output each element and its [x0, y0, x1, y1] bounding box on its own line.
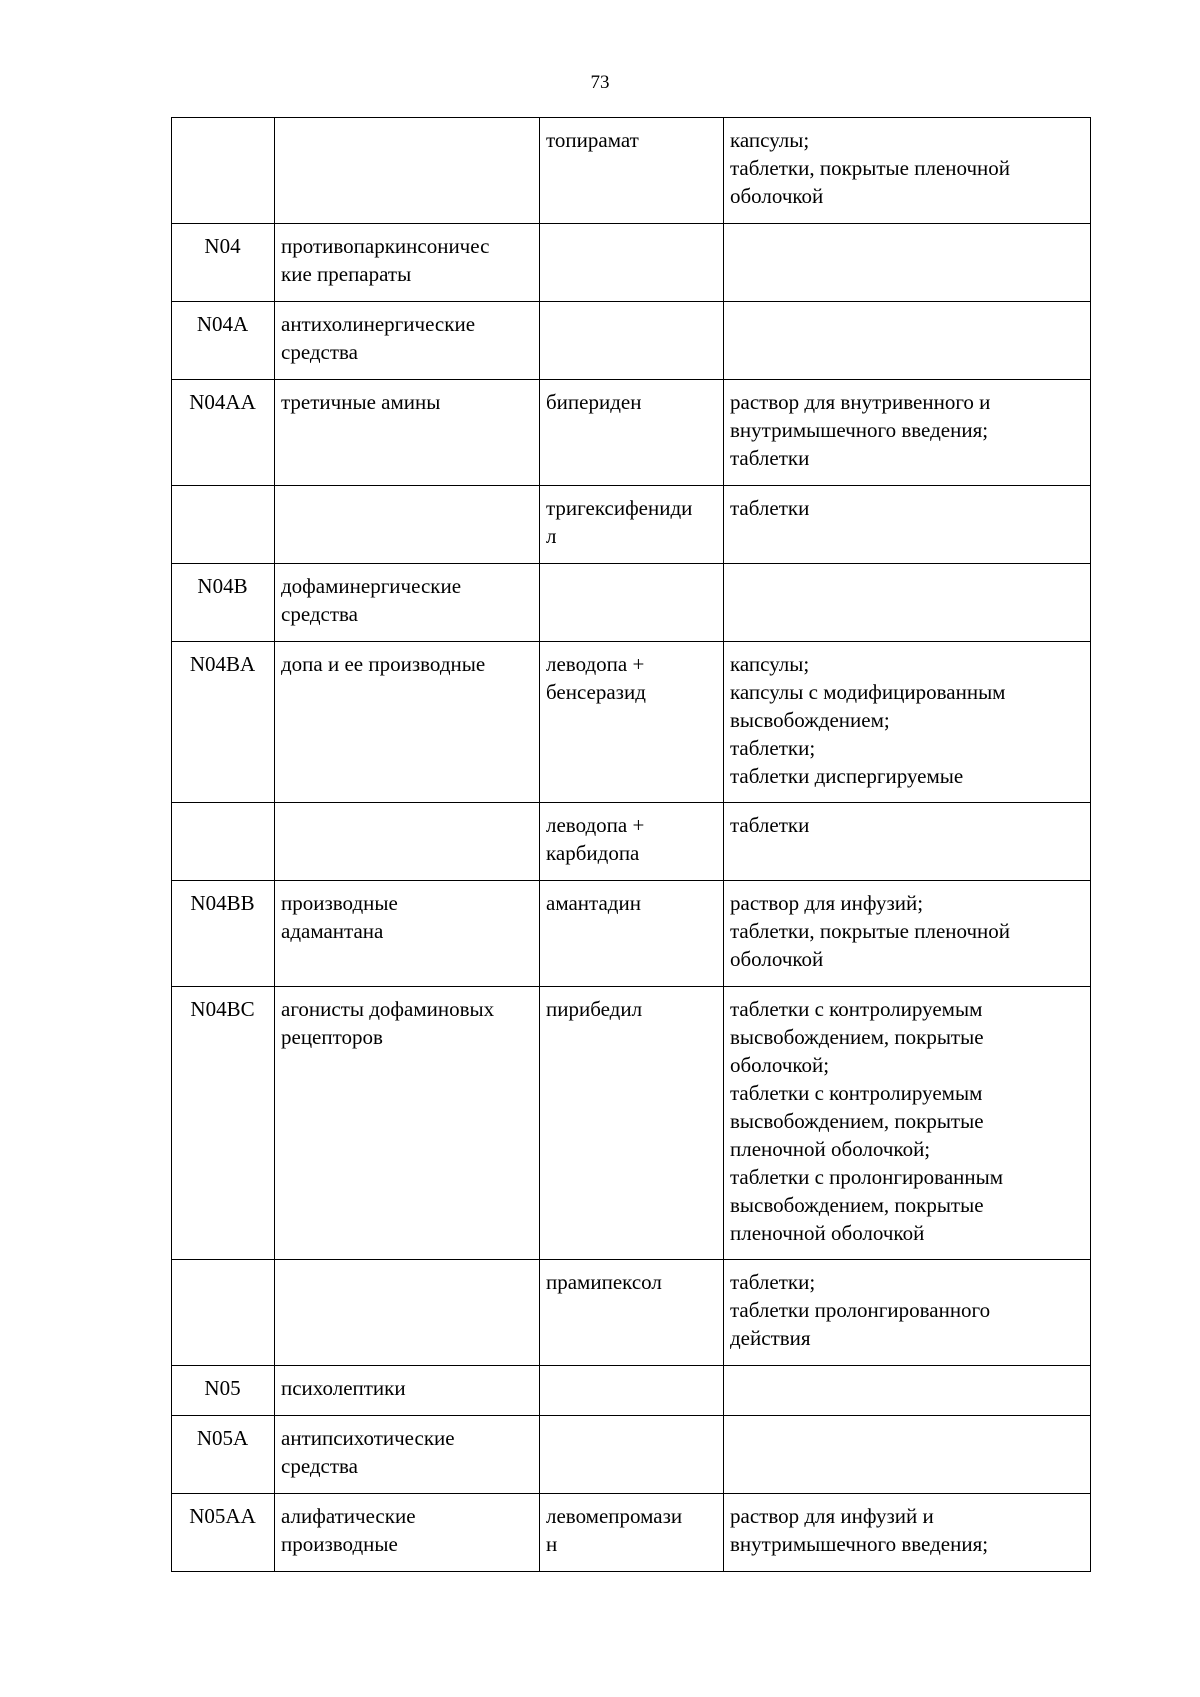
dosage-forms-cell: таблетки с контролируемым высвобождением, покрытые оболочкой; таблетки с контролируемым высвобождением, покрытые пленочной оболочкой; таблетки с пролонгированным высвобождением, покрытые пленочной оболочкой	[724, 987, 1091, 1260]
dosage-forms-cell: капсулы; капсулы с модифицированным высвобождением; таблетки; таблетки диспергируемые	[724, 642, 1091, 803]
group-name-cell	[275, 118, 540, 224]
table-row	[172, 1494, 1091, 1572]
drug-name-cell: пирибедил	[540, 987, 724, 1260]
table-row	[172, 224, 1091, 302]
group-name-cell: агонисты дофаминовых рецепторов	[275, 987, 540, 1260]
drug-name-cell	[540, 302, 724, 380]
drug-name-cell: левомепромази н	[540, 1494, 724, 1572]
dosage-forms-cell	[724, 1366, 1091, 1416]
group-name-cell: допа и ее производные	[275, 642, 540, 803]
atc-code-cell: N04A	[172, 302, 275, 380]
drug-name-cell: бипериден	[540, 380, 724, 486]
group-name-cell: производные адамантана	[275, 881, 540, 987]
table-row	[172, 380, 1091, 486]
atc-code-cell	[172, 803, 275, 881]
dosage-forms-cell: капсулы; таблетки, покрытые пленочной оболочкой	[724, 118, 1091, 224]
drug-name-cell	[540, 564, 724, 642]
page-number: 73	[590, 72, 610, 93]
drug-name-cell	[540, 1416, 724, 1494]
atc-code-cell: N05AA	[172, 1494, 275, 1572]
drug-name-cell	[540, 224, 724, 302]
table-row	[172, 1260, 1091, 1366]
table-row	[172, 987, 1091, 1260]
group-name-cell: психолептики	[275, 1366, 540, 1416]
table-row	[172, 642, 1091, 803]
dosage-forms-cell	[724, 1416, 1091, 1494]
dosage-forms-cell	[724, 224, 1091, 302]
group-name-cell: противопаркинсоничес кие препараты	[275, 224, 540, 302]
atc-code-cell	[172, 486, 275, 564]
group-name-cell: антипсихотические средства	[275, 1416, 540, 1494]
atc-code-cell: N04AA	[172, 380, 275, 486]
atc-code-cell	[172, 118, 275, 224]
dosage-forms-cell: раствор для инфузий; таблетки, покрытые пленочной оболочкой	[724, 881, 1091, 987]
drug-table	[171, 117, 1091, 1572]
group-name-cell	[275, 803, 540, 881]
atc-code-cell: N04BC	[172, 987, 275, 1260]
dosage-forms-cell: таблетки; таблетки пролонгированного действия	[724, 1260, 1091, 1366]
group-name-cell	[275, 1260, 540, 1366]
dosage-forms-cell	[724, 302, 1091, 380]
drug-name-cell: леводопа + карбидопа	[540, 803, 724, 881]
atc-code-cell: N04BA	[172, 642, 275, 803]
drug-name-cell	[540, 1366, 724, 1416]
atc-code-cell: N04B	[172, 564, 275, 642]
atc-code-cell: N04BB	[172, 881, 275, 987]
drug-name-cell: тригексифениди л	[540, 486, 724, 564]
group-name-cell: алифатические производные	[275, 1494, 540, 1572]
drug-name-cell: амантадин	[540, 881, 724, 987]
drug-name-cell: леводопа + бенсеразид	[540, 642, 724, 803]
atc-code-cell: N05	[172, 1366, 275, 1416]
table-row	[172, 486, 1091, 564]
atc-code-cell	[172, 1260, 275, 1366]
table-row	[172, 881, 1091, 987]
table-row	[172, 1416, 1091, 1494]
drug-name-cell: прамипексол	[540, 1260, 724, 1366]
dosage-forms-cell: раствор для внутривенного и внутримышечного введения; таблетки	[724, 380, 1091, 486]
atc-code-cell: N04	[172, 224, 275, 302]
group-name-cell: антихолинергические средства	[275, 302, 540, 380]
dosage-forms-cell: таблетки	[724, 803, 1091, 881]
table-row	[172, 302, 1091, 380]
dosage-forms-cell: таблетки	[724, 486, 1091, 564]
drug-name-cell: топирамат	[540, 118, 724, 224]
dosage-forms-cell: раствор для инфузий и внутримышечного введения;	[724, 1494, 1091, 1572]
atc-code-cell: N05A	[172, 1416, 275, 1494]
table-row	[172, 1366, 1091, 1416]
table-row	[172, 564, 1091, 642]
group-name-cell: дофаминергические средства	[275, 564, 540, 642]
group-name-cell	[275, 486, 540, 564]
dosage-forms-cell	[724, 564, 1091, 642]
group-name-cell: третичные амины	[275, 380, 540, 486]
table-row	[172, 118, 1091, 224]
table-row	[172, 803, 1091, 881]
